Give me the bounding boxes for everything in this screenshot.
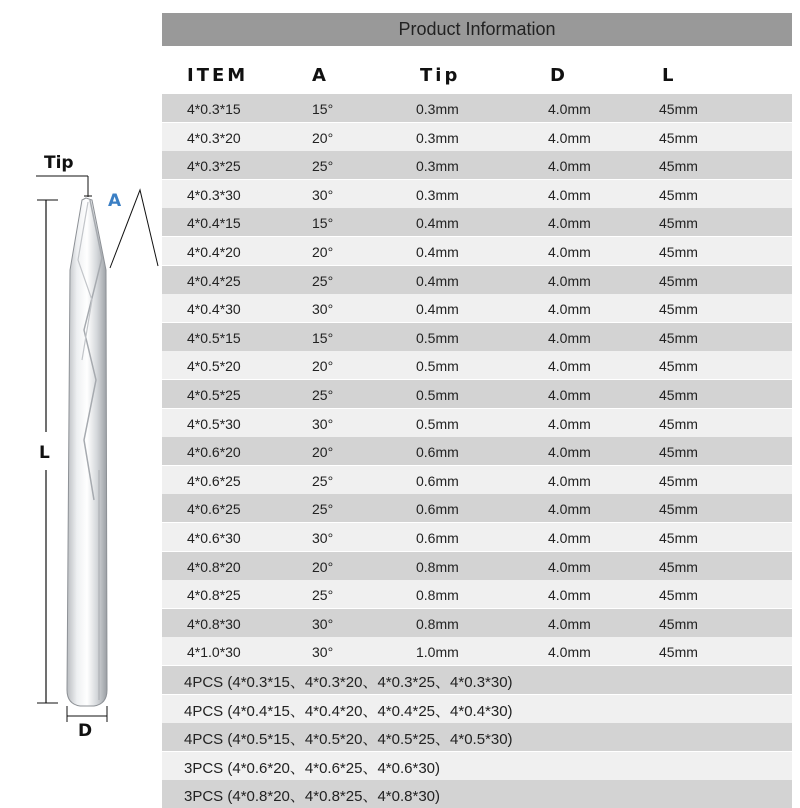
header-angle: A [312,65,329,86]
cell-angle: 20° [312,558,334,575]
cell-diameter: 4.0mm [548,244,591,260]
cell-length: 45mm [659,558,698,575]
cell-item: 4*0.5*15 [187,329,241,346]
cell-length: 45mm [659,472,698,489]
table-row [162,609,792,637]
cell-length: 45mm [659,215,698,232]
table-row [162,523,792,551]
cell-diameter: 4.0mm [548,530,591,546]
tip-callout-line [36,176,92,197]
cell-angle: 15° [312,329,334,346]
table-row [162,94,792,122]
table-row [162,552,792,580]
cell-tip: 0.8mm [416,615,459,632]
table-row [162,266,792,294]
cell-length: 45mm [659,644,698,661]
table-row [162,351,792,379]
tip-label: Tip [44,153,74,173]
cell-diameter: 4.0mm [548,101,591,117]
cell-length: 45mm [659,244,698,260]
pack-row [162,723,792,751]
cell-item: 4*0.5*30 [187,415,241,432]
cell-diameter: 4.0mm [548,558,591,575]
cell-length: 45mm [659,329,698,346]
table-row [162,180,792,208]
pack-description: 3PCS (4*0.6*20、4*0.6*25、4*0.6*30) [184,759,441,777]
table-row [162,323,792,351]
cell-tip: 0.6mm [416,444,459,461]
cell-item: 4*0.4*30 [187,301,241,318]
cell-item: 4*0.4*15 [187,215,241,232]
table-row [162,151,792,179]
cell-diameter: 4.0mm [548,129,591,146]
cell-tip: 0.4mm [416,301,459,318]
cell-diameter: 4.0mm [548,387,591,403]
cell-tip: 0.3mm [416,101,459,117]
pack-row [162,666,792,694]
cell-angle: 30° [312,301,334,318]
cell-length: 45mm [659,358,698,375]
cell-angle: 25° [312,587,334,604]
diameter-dimension [67,706,107,722]
table-row [162,409,792,437]
cell-tip: 0.6mm [416,501,459,518]
pack-description: 3PCS (4*0.8*20、4*0.8*25、4*0.8*30) [184,788,441,806]
cell-length: 45mm [659,501,698,518]
cell-item: 4*0.8*20 [187,558,241,575]
pack-description: 4PCS (4*0.5*15、4*0.5*20、4*0.5*25、4*0.5*30) [184,731,513,749]
table-title: Product Information [162,13,792,46]
cell-tip: 0.8mm [416,587,459,604]
cell-item: 4*0.6*25 [187,501,241,518]
pack-row [162,695,792,723]
cell-tip: 0.6mm [416,530,459,546]
cell-tip: 0.5mm [416,415,459,432]
pack-description: 4PCS (4*0.4*15、4*0.4*20、4*0.4*25、4*0.4*30) [184,702,513,720]
cell-item: 4*0.8*30 [187,615,241,632]
cell-diameter: 4.0mm [548,644,591,661]
cell-diameter: 4.0mm [548,501,591,518]
cell-angle: 20° [312,244,334,260]
table-row [162,208,792,236]
product-information-table [162,13,792,806]
cell-item: 4*0.3*20 [187,129,241,146]
header-item: ITEM [187,65,249,86]
length-label: L [39,443,50,463]
cell-angle: 25° [312,501,334,518]
table-header-row [162,59,792,93]
cell-diameter: 4.0mm [548,444,591,461]
cell-tip: 0.3mm [416,129,459,146]
cell-tip: 0.5mm [416,358,459,375]
cell-length: 45mm [659,387,698,403]
cell-item: 4*0.3*30 [187,186,241,203]
cell-tip: 0.3mm [416,186,459,203]
cell-tip: 1.0mm [416,644,459,661]
cell-angle: 20° [312,444,334,461]
cell-angle: 20° [312,358,334,375]
cell-tip: 0.4mm [416,272,459,289]
cell-angle: 25° [312,158,334,175]
pack-row [162,752,792,780]
cell-item: 4*0.8*25 [187,587,241,604]
cell-item: 4*0.3*25 [187,158,241,175]
cell-angle: 30° [312,415,334,432]
table-row [162,580,792,608]
cell-item: 4*0.5*25 [187,387,241,403]
cell-item: 4*1.0*30 [187,644,241,661]
cell-tip: 0.8mm [416,558,459,575]
cell-diameter: 4.0mm [548,472,591,489]
cell-diameter: 4.0mm [548,358,591,375]
cell-tip: 0.5mm [416,387,459,403]
cell-angle: 30° [312,644,334,661]
table-row [162,637,792,665]
cell-angle: 30° [312,530,334,546]
table-row [162,294,792,322]
cell-tip: 0.3mm [416,158,459,175]
cell-tip: 0.4mm [416,215,459,232]
cell-length: 45mm [659,101,698,117]
cell-length: 45mm [659,158,698,175]
cell-length: 45mm [659,415,698,432]
cell-item: 4*0.6*25 [187,472,241,489]
cell-angle: 20° [312,129,334,146]
cell-diameter: 4.0mm [548,587,591,604]
cell-angle: 25° [312,272,334,289]
diameter-label: D [78,721,93,741]
table-row [162,437,792,465]
header-length: L [662,65,677,86]
cell-length: 45mm [659,615,698,632]
table-row [162,123,792,151]
header-diameter: D [550,65,568,86]
cell-tip: 0.6mm [416,472,459,489]
cell-length: 45mm [659,530,698,546]
cell-angle: 30° [312,615,334,632]
cell-angle: 15° [312,215,334,232]
header-tip: Tip [420,65,461,86]
cell-length: 45mm [659,129,698,146]
cell-angle: 25° [312,387,334,403]
cell-item: 4*0.3*15 [187,101,241,117]
cell-length: 45mm [659,587,698,604]
cell-tip: 0.5mm [416,329,459,346]
cell-length: 45mm [659,186,698,203]
cell-angle: 25° [312,472,334,489]
cell-item: 4*0.4*20 [187,244,241,260]
cell-length: 45mm [659,272,698,289]
table-row [162,380,792,408]
bit-shape [67,198,107,706]
pack-description: 4PCS (4*0.3*15、4*0.3*20、4*0.3*25、4*0.3*30) [184,674,513,691]
cell-diameter: 4.0mm [548,329,591,346]
cell-diameter: 4.0mm [548,415,591,432]
table-row [162,466,792,494]
cell-angle: 15° [312,101,334,117]
pack-row [162,780,792,808]
cell-length: 45mm [659,444,698,461]
cell-item: 4*0.4*25 [187,272,241,289]
cell-diameter: 4.0mm [548,158,591,175]
drill-bit-diagram [0,0,162,800]
cell-item: 4*0.6*20 [187,444,241,461]
cell-length: 45mm [659,301,698,318]
cell-item: 4*0.5*20 [187,358,241,375]
cell-angle: 30° [312,186,334,203]
table-row [162,237,792,265]
cell-tip: 0.4mm [416,244,459,260]
cell-item: 4*0.6*30 [187,530,241,546]
cell-diameter: 4.0mm [548,301,591,318]
cell-diameter: 4.0mm [548,272,591,289]
cell-diameter: 4.0mm [548,186,591,203]
cell-diameter: 4.0mm [548,215,591,232]
angle-label: A [108,191,122,211]
cell-diameter: 4.0mm [548,615,591,632]
table-row [162,494,792,522]
